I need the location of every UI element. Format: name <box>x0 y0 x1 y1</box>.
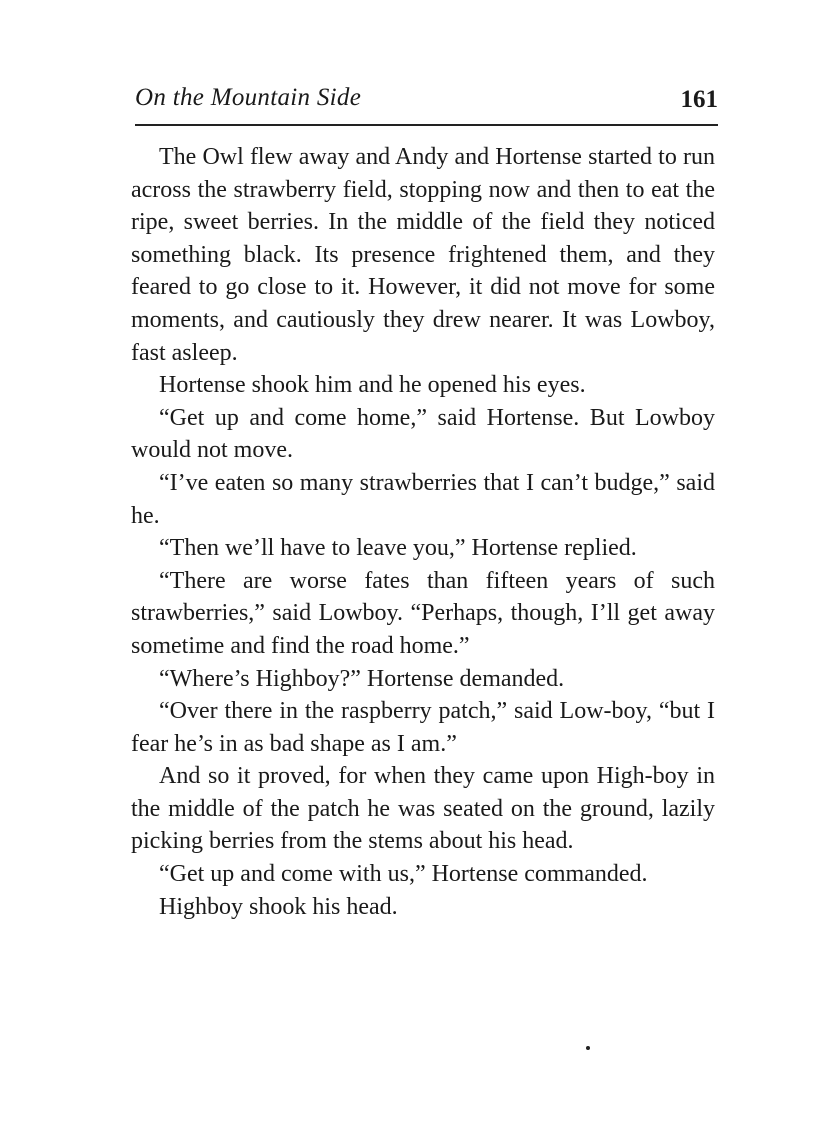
paragraph: “Get up and come with us,” Hortense commanded. <box>159 861 648 888</box>
paragraph: Hortense shook him and he opened his eyes. <box>159 372 586 399</box>
page-number: 161 <box>680 86 718 113</box>
running-title: On the Mountain Side <box>135 84 362 111</box>
ink-speck <box>586 1046 590 1050</box>
paragraph: “I’ve eaten so many strawberries that I can’t budge,” said he. <box>131 469 715 529</box>
paragraph: “Where’s Highboy?” Hortense demanded. <box>159 665 565 692</box>
body-text <box>131 141 715 923</box>
paragraph: “Over there in the raspberry patch,” said Low-boy, “but I fear he’s in as bad shape as I am.” <box>131 698 715 757</box>
running-header <box>135 80 718 126</box>
paragraph: And so it proved, for when they came upon High-boy in the middle of the patch he was seated on the ground, lazily picking berries from the stems about his head. <box>131 763 715 855</box>
paragraph: “Get up and come home,” said Hortense. But Lowboy would not move. <box>131 404 715 464</box>
paragraph: Highboy shook his head. <box>159 893 398 920</box>
paragraph: “There are worse fates than fifteen years of such strawberries,” said Lowboy. “Perhaps, though, I’ll get away sometime and find the road home.” <box>131 567 715 659</box>
paragraph: “Then we’ll have to leave you,” Hortense replied. <box>159 535 637 562</box>
paragraph: The Owl flew away and Andy and Hortense started to run across the strawberry field, stopping now and then to eat the ripe, sweet berries. In the middle of the field they noticed something black. Its presence frightened them, and they feared to go close to it. However, it did not move for some moments, and cautiously they drew nearer. It was Lowboy, fast asleep. <box>131 144 715 366</box>
